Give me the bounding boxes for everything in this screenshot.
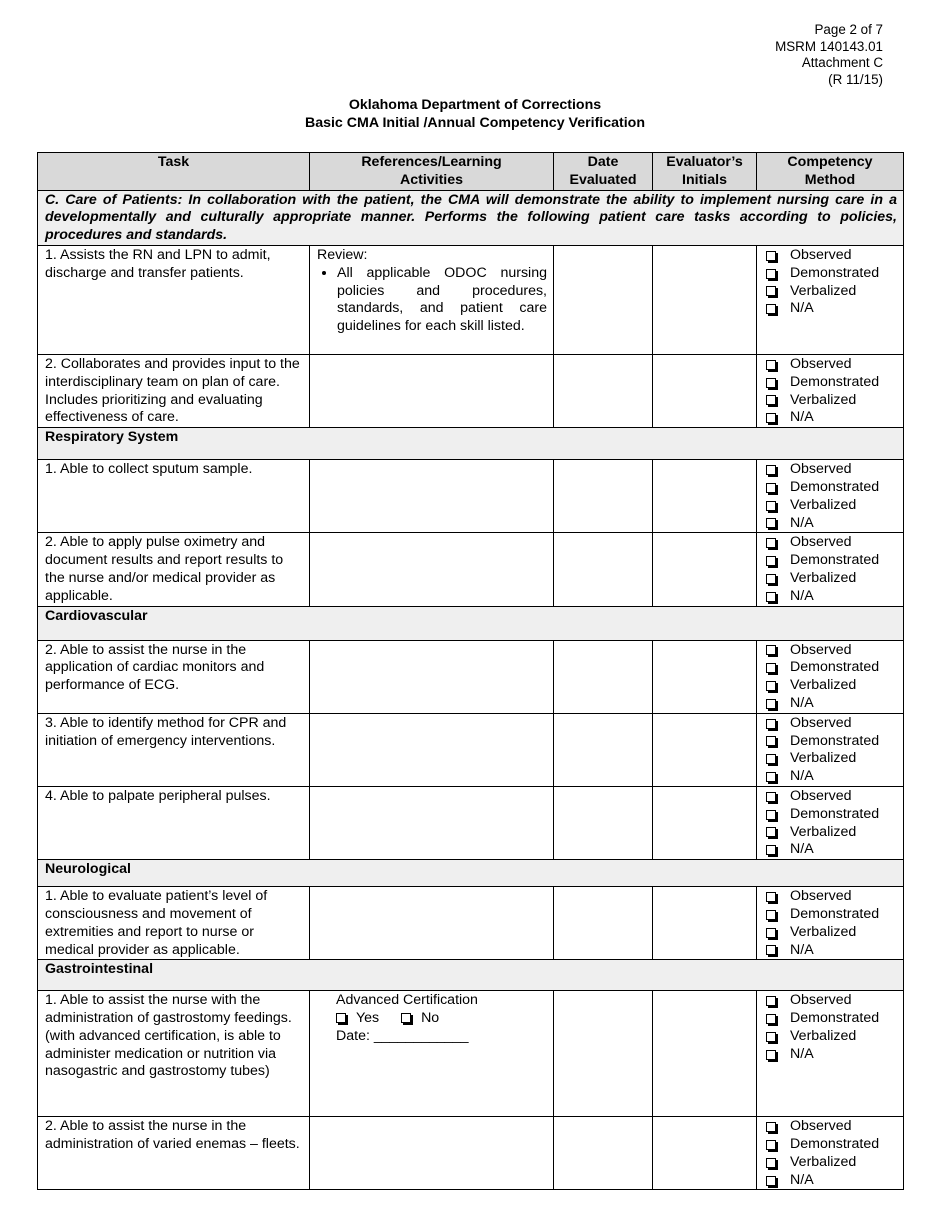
checkbox-icon[interactable] [766, 772, 776, 782]
column-header-method: Competency Method [757, 153, 904, 191]
table-row [38, 713, 904, 786]
verbalized-option[interactable]: Verbalized [764, 924, 897, 942]
verbalized-option[interactable]: Verbalized [764, 750, 897, 768]
verbalized-option[interactable]: Verbalized [764, 824, 897, 842]
column-header-initials: Evaluator’s Initials [653, 153, 757, 191]
checkbox-icon[interactable] [766, 645, 776, 655]
competency-method-cell [757, 640, 904, 713]
demonstrated-option[interactable]: Demonstrated [764, 552, 897, 570]
evaluator-initials-cell[interactable] [653, 533, 757, 606]
task-cell: 3. Able to identify method for CPR and initiation of emergency interventions. [38, 713, 310, 786]
references-cell[interactable] [310, 1117, 554, 1190]
table-row [38, 640, 904, 713]
checkbox-icon[interactable] [766, 699, 776, 709]
na-option[interactable]: N/A [764, 841, 897, 859]
competency-method-cell [757, 245, 904, 354]
evaluator-initials-cell[interactable] [653, 887, 757, 960]
demonstrated-option[interactable]: Demonstrated [764, 265, 897, 283]
attachment-label: Attachment C [801, 55, 883, 70]
checkbox-icon[interactable] [766, 413, 776, 423]
advanced-certification-label: Advanced Certification [336, 992, 478, 1009]
demonstrated-option[interactable]: Demonstrated [764, 1136, 897, 1154]
demonstrated-option[interactable]: Demonstrated [764, 806, 897, 824]
observed-option[interactable]: Observed [764, 461, 897, 479]
date-evaluated-cell[interactable] [554, 533, 653, 606]
document-header [775, 22, 883, 88]
task-cell: 2. Collaborates and provides input to the interdisciplinary team on plan of care. Includes prioritizing and evaluating effectiveness of care. [38, 354, 310, 427]
checkbox-icon[interactable] [766, 1050, 776, 1060]
checkbox-icon[interactable] [766, 845, 776, 855]
observed-option[interactable]: Observed [764, 788, 897, 806]
table-row [38, 354, 904, 427]
na-option[interactable]: N/A [764, 768, 897, 786]
section-heading-gastrointestinal: Gastrointestinal [38, 960, 904, 991]
no-checkbox-icon[interactable] [401, 1013, 411, 1023]
task-cell: 2. Able to assist the nurse in the administration of varied enemas – fleets. [38, 1117, 310, 1190]
table-row [38, 786, 904, 859]
yes-label: Yes [356, 1010, 380, 1027]
table-header-row [38, 153, 904, 191]
date-evaluated-cell[interactable] [554, 786, 653, 859]
section-row [38, 606, 904, 640]
observed-option[interactable]: Observed [764, 715, 897, 733]
evaluator-initials-cell[interactable] [653, 991, 757, 1117]
checkbox-icon[interactable] [766, 827, 776, 837]
competency-method-cell [757, 887, 904, 960]
na-option[interactable]: N/A [764, 695, 897, 713]
revision-label: (R 11/15) [828, 71, 883, 87]
review-label: Review: [317, 246, 368, 263]
checkbox-icon[interactable] [766, 286, 776, 296]
references-cell[interactable] [310, 640, 554, 713]
title-line-1: Oklahoma Department of Corrections [348, 97, 602, 113]
competency-method-cell [757, 460, 904, 533]
na-option[interactable]: N/A [764, 515, 897, 533]
no-label: No [421, 1010, 440, 1027]
certification-date-field[interactable]: Date: ____________ [336, 1027, 469, 1044]
verbalized-option[interactable]: Verbalized [764, 1154, 897, 1172]
references-cell[interactable] [310, 460, 554, 533]
competency-method-cell [757, 786, 904, 859]
observed-option[interactable]: Observed [764, 1118, 897, 1136]
checkbox-icon[interactable] [766, 1158, 776, 1168]
table-row [38, 991, 904, 1117]
date-evaluated-cell[interactable] [554, 354, 653, 427]
checkbox-icon[interactable] [766, 892, 776, 902]
observed-option[interactable]: Observed [764, 992, 897, 1010]
na-option[interactable]: N/A [764, 409, 897, 427]
observed-option[interactable]: Observed [764, 642, 897, 660]
date-evaluated-cell[interactable] [554, 245, 653, 354]
title-line-2: Basic CMA Initial /Annual Competency Verification [304, 115, 646, 131]
checkbox-icon[interactable] [766, 910, 776, 920]
column-header-references: References/Learning Activities [310, 153, 554, 191]
section-heading-cardiovascular: Cardiovascular [38, 606, 904, 640]
checkbox-icon[interactable] [766, 928, 776, 938]
checkbox-icon[interactable] [766, 556, 776, 566]
checkbox-icon[interactable] [766, 736, 776, 746]
references-cell[interactable] [310, 354, 554, 427]
task-cell: 1. Assists the RN and LPN to admit, discharge and transfer patients. [38, 245, 310, 354]
demonstrated-option[interactable]: Demonstrated [764, 479, 897, 497]
checkbox-icon[interactable] [766, 792, 776, 802]
table-row [38, 460, 904, 533]
competency-method-cell [757, 713, 904, 786]
evaluator-initials-cell[interactable] [653, 1117, 757, 1190]
date-evaluated-cell[interactable] [554, 991, 653, 1117]
section-heading-neurological: Neurological [38, 860, 904, 887]
date-evaluated-cell[interactable] [554, 1117, 653, 1190]
task-cell: 1. Able to collect sputum sample. [38, 460, 310, 533]
references-cell[interactable] [310, 887, 554, 960]
verbalized-option[interactable]: Verbalized [764, 283, 897, 301]
evaluator-initials-cell[interactable] [653, 460, 757, 533]
demonstrated-option[interactable]: Demonstrated [764, 659, 897, 677]
section-row [38, 860, 904, 887]
table-row [38, 887, 904, 960]
checkbox-icon[interactable] [766, 1014, 776, 1024]
section-intro-row [38, 190, 904, 245]
references-cell [310, 245, 554, 354]
evaluator-initials-cell[interactable] [653, 640, 757, 713]
page-title [0, 96, 950, 132]
na-option[interactable]: N/A [764, 1046, 897, 1064]
date-evaluated-cell[interactable] [554, 713, 653, 786]
na-option[interactable]: N/A [764, 300, 897, 318]
observed-option[interactable]: Observed [764, 247, 897, 265]
verbalized-option[interactable]: Verbalized [764, 677, 897, 695]
task-cell: 1. Able to evaluate patient’s level of consciousness and movement of extremities and report to nurse or medical provider as applicable. [38, 887, 310, 960]
page-number: Page 2 of 7 [814, 22, 883, 37]
date-evaluated-cell[interactable] [554, 887, 653, 960]
checkbox-icon[interactable] [766, 810, 776, 820]
demonstrated-option[interactable]: Demonstrated [764, 1010, 897, 1028]
section-heading-respiratory: Respiratory System [38, 428, 904, 460]
checkbox-icon[interactable] [766, 663, 776, 673]
checkbox-icon[interactable] [766, 538, 776, 548]
checkbox-icon[interactable] [766, 360, 776, 370]
checkbox-icon[interactable] [766, 1122, 776, 1132]
evaluator-initials-cell[interactable] [653, 354, 757, 427]
verbalized-option[interactable]: Verbalized [764, 1028, 897, 1046]
document-number: MSRM 140143.01 [775, 38, 883, 54]
verbalized-option[interactable]: Verbalized [764, 392, 897, 410]
yes-checkbox-icon[interactable] [336, 1013, 346, 1023]
task-text: 1. Able to assist the nurse with the administration of gastrostomy feedings. [45, 992, 292, 1027]
checkbox-icon[interactable] [766, 1140, 776, 1150]
task-cell [38, 991, 310, 1117]
checkbox-icon[interactable] [766, 378, 776, 388]
references-cell[interactable] [310, 786, 554, 859]
checkbox-icon[interactable] [766, 395, 776, 405]
table-row [38, 533, 904, 606]
column-header-task: Task [38, 153, 310, 191]
section-row [38, 960, 904, 991]
observed-option[interactable]: Observed [764, 534, 897, 552]
checkbox-icon[interactable] [766, 304, 776, 314]
checkbox-icon[interactable] [766, 465, 776, 475]
date-evaluated-cell[interactable] [554, 640, 653, 713]
verbalized-option[interactable]: Verbalized [764, 570, 897, 588]
checkbox-icon[interactable] [766, 996, 776, 1006]
review-bullet: • All applicable ODOC nursing policies and procedures, standards, and patient care guidelines for each skill listed. [337, 265, 547, 336]
checkbox-icon[interactable] [766, 251, 776, 261]
evaluator-initials-cell[interactable] [653, 713, 757, 786]
checkbox-icon[interactable] [766, 518, 776, 528]
checkbox-icon[interactable] [766, 754, 776, 764]
na-option[interactable]: N/A [764, 1172, 897, 1190]
table-row [38, 1117, 904, 1190]
verbalized-option[interactable]: Verbalized [764, 497, 897, 515]
references-cell[interactable] [310, 713, 554, 786]
references-cell [310, 991, 554, 1117]
checkbox-icon[interactable] [766, 574, 776, 584]
checkbox-icon[interactable] [766, 681, 776, 691]
section-row [38, 428, 904, 460]
task-note: (with advanced certification, is able to administer medication or nutrition via nasogastric and gastrostomy tubes) [45, 1027, 281, 1080]
observed-option[interactable]: Observed [764, 888, 897, 906]
competency-method-cell [757, 533, 904, 606]
competency-method-cell [757, 354, 904, 427]
references-cell[interactable] [310, 533, 554, 606]
na-option[interactable]: N/A [764, 588, 897, 606]
checkbox-icon[interactable] [766, 1032, 776, 1042]
task-cell: 2. Able to apply pulse oximetry and document results and report results to the nurse and/or medical provider as applicable. [38, 533, 310, 606]
checkbox-icon[interactable] [766, 483, 776, 493]
date-evaluated-cell[interactable] [554, 460, 653, 533]
demonstrated-option[interactable]: Demonstrated [764, 906, 897, 924]
care-of-patients-intro: C. Care of Patients: In collaboration with the patient, the CMA will demonstrate the ability to implement nursing care in a developmentally and culturally appropriate manner. Performs the following patient care tasks according to policies, procedures and standards. [38, 190, 904, 245]
checkbox-icon[interactable] [766, 501, 776, 511]
checkbox-icon[interactable] [766, 1176, 776, 1186]
competency-table [37, 152, 904, 1190]
demonstrated-option[interactable]: Demonstrated [764, 374, 897, 392]
checkbox-icon[interactable] [766, 719, 776, 729]
certification-options [336, 1010, 547, 1028]
competency-method-cell [757, 1117, 904, 1190]
checkbox-icon[interactable] [766, 269, 776, 279]
task-cell: 4. Able to palpate peripheral pulses. [38, 786, 310, 859]
column-header-date: Date Evaluated [554, 153, 653, 191]
observed-option[interactable]: Observed [764, 356, 897, 374]
na-option[interactable]: N/A [764, 942, 897, 960]
checkbox-icon[interactable] [766, 945, 776, 955]
checkbox-icon[interactable] [766, 592, 776, 602]
competency-method-cell [757, 991, 904, 1117]
task-cell: 2. Able to assist the nurse in the application of cardiac monitors and performance of ECG. [38, 640, 310, 713]
table-row [38, 245, 904, 354]
evaluator-initials-cell[interactable] [653, 245, 757, 354]
demonstrated-option[interactable]: Demonstrated [764, 733, 897, 751]
evaluator-initials-cell[interactable] [653, 786, 757, 859]
